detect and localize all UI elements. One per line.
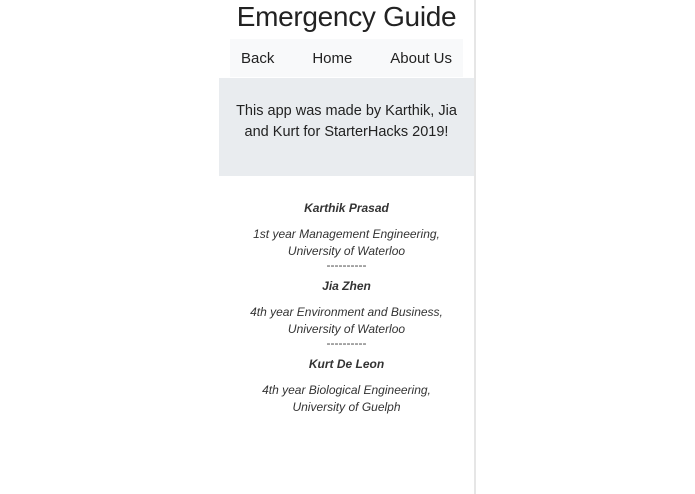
page-title: Emergency Guide	[236, 1, 457, 32]
member-school: University of Guelph	[292, 400, 401, 414]
separator: ----------	[326, 258, 367, 272]
member-name: Kurt De Leon	[308, 357, 385, 371]
intro-jumbotron	[219, 78, 474, 176]
intro-text: This app was made by Karthik, Jia and Kurt for StarterHacks 2019!	[236, 103, 457, 140]
member-program: 4th year Biological Engineering,	[262, 383, 431, 397]
member-school: University of Waterloo	[287, 244, 406, 258]
team-member	[219, 200, 474, 260]
navbar	[230, 39, 463, 77]
nav-back-link[interactable]: Back	[241, 49, 275, 67]
member-description	[219, 382, 474, 416]
team-member	[219, 278, 474, 338]
separator: ----------	[326, 336, 367, 350]
member-school: University of Waterloo	[287, 322, 406, 336]
team-list	[219, 200, 474, 416]
member-name: Karthik Prasad	[304, 201, 389, 215]
nav-home-link[interactable]: Home	[312, 49, 353, 67]
member-description	[219, 304, 474, 338]
member-name: Jia Zhen	[322, 279, 371, 293]
member-program: 4th year Environment and Business,	[250, 305, 443, 319]
page-divider	[474, 0, 476, 494]
nav-about-us-link[interactable]: About Us	[390, 49, 452, 67]
member-description	[219, 226, 474, 260]
team-member	[219, 356, 474, 416]
member-program: 1st year Management Engineering,	[253, 227, 440, 241]
